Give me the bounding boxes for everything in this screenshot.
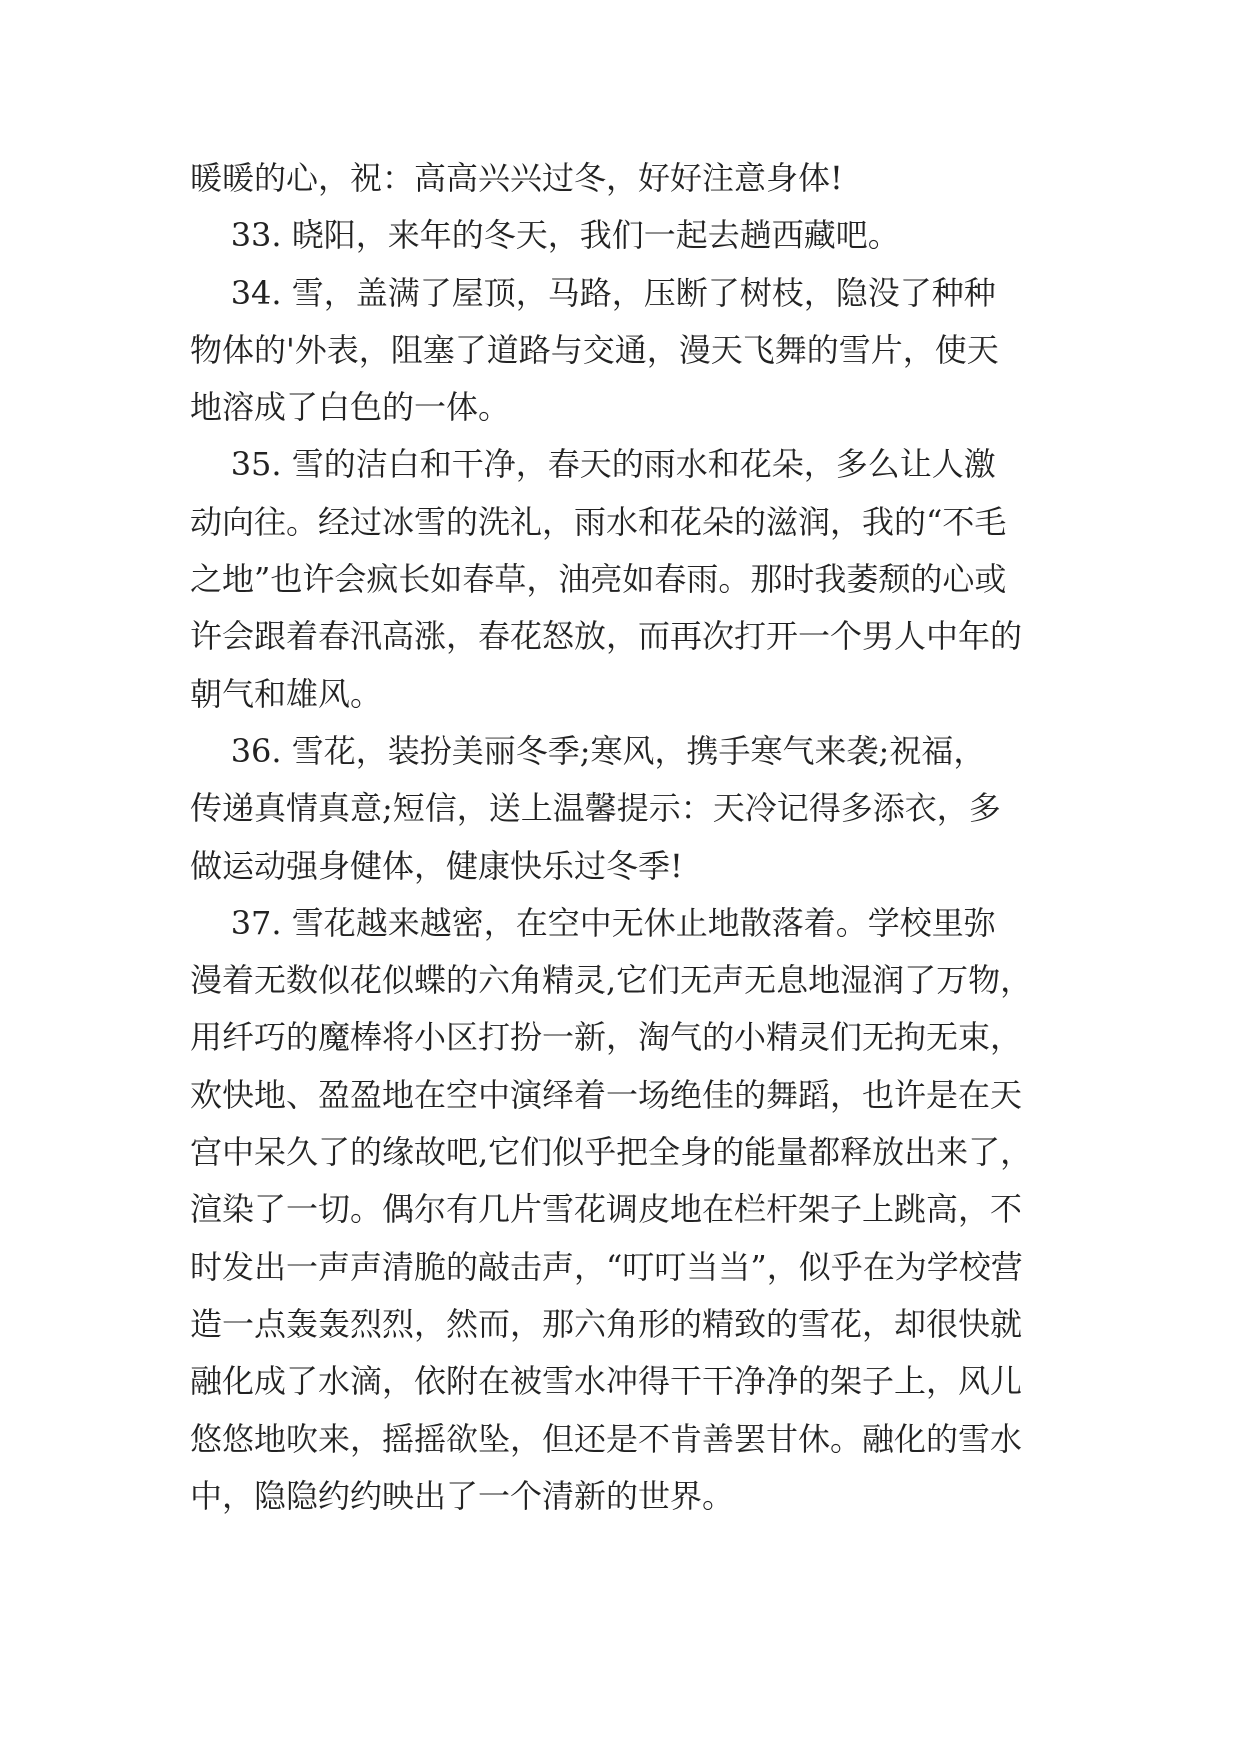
text-line: 许会跟着春汛高涨，春花怒放，而再次打开一个男人中年的 [190, 617, 1023, 656]
paragraph-36 [190, 723, 1060, 895]
text-line: 之地”也许会疯长如春草，油亮如春雨。那时我萎颓的心或 [190, 560, 1007, 599]
paragraph-37 [190, 895, 1060, 1525]
text-line: 用纤巧的魔棒将小区打扮一新，淘气的小精灵们无拘无束， [190, 1018, 1023, 1057]
text-line: 物体的'外表，阻塞了道路与交通，漫天飞舞的雪片，使天 [190, 330, 999, 369]
text-line: 时发出一声声清脆的敲击声，“叮叮当当”，似乎在为学校营 [190, 1247, 1023, 1286]
text-line: 朝气和雄风。 [190, 674, 383, 713]
text-line: 暖暖的心，祝：高高兴兴过冬，好好注意身体! [190, 159, 843, 197]
paragraph-33 [190, 207, 1060, 264]
text-line: 欢快地、盈盈地在空中演绎着一场绝佳的舞蹈，也许是在天 [190, 1075, 1023, 1114]
text-line: 传递真情真意;短信，送上温馨提示：天冷记得多添衣，多 [190, 789, 1001, 828]
text-line: 33. 晓阳，来年的冬天，我们一起去趟西藏吧。 [190, 216, 900, 255]
text-line: 36. 雪花，装扮美丽冬季;寒风，携手寒气来袭;祝福， [190, 731, 986, 770]
paragraph-32-tail [190, 150, 1060, 207]
text-line: 地溶成了白色的一体。 [190, 388, 511, 427]
text-line: 渲染了一切。偶尔有几片雪花调皮地在栏杆架子上跳高，不 [190, 1190, 1023, 1229]
text-line: 融化成了水滴，依附在被雪水冲得干干净净的架子上，风儿 [190, 1362, 1023, 1401]
text-line: 35. 雪的洁白和干净，春天的雨水和花朵，多么让人激 [190, 445, 996, 484]
text-line: 悠悠地吹来，摇摇欲坠，但还是不肯善罢甘休。融化的雪水 [190, 1419, 1023, 1458]
paragraph-34 [190, 265, 1060, 437]
text-line: 34. 雪，盖满了屋顶，马路，压断了树枝，隐没了种种 [190, 273, 996, 312]
paragraph-35 [190, 436, 1060, 722]
text-line: 宫中呆久了的缘故吧,它们似乎把全身的能量都释放出来了， [190, 1133, 1033, 1172]
text-line: 漫着无数似花似蝶的六角精灵,它们无声无息地湿润了万物， [190, 961, 1033, 1000]
text-line: 中，隐隐约约映出了一个清新的世界。 [190, 1476, 735, 1515]
text-line: 动向往。经过冰雪的洗礼，雨水和花朵的滋润，我的“不毛 [190, 502, 1007, 541]
document-body [190, 150, 1060, 1525]
text-line: 造一点轰轰烈烈，然而，那六角形的精致的雪花，却很快就 [190, 1304, 1023, 1343]
text-line: 37. 雪花越来越密，在空中无休止地散落着。学校里弥 [190, 903, 996, 942]
text-line: 做运动强身健体，健康快乐过冬季! [190, 846, 683, 885]
